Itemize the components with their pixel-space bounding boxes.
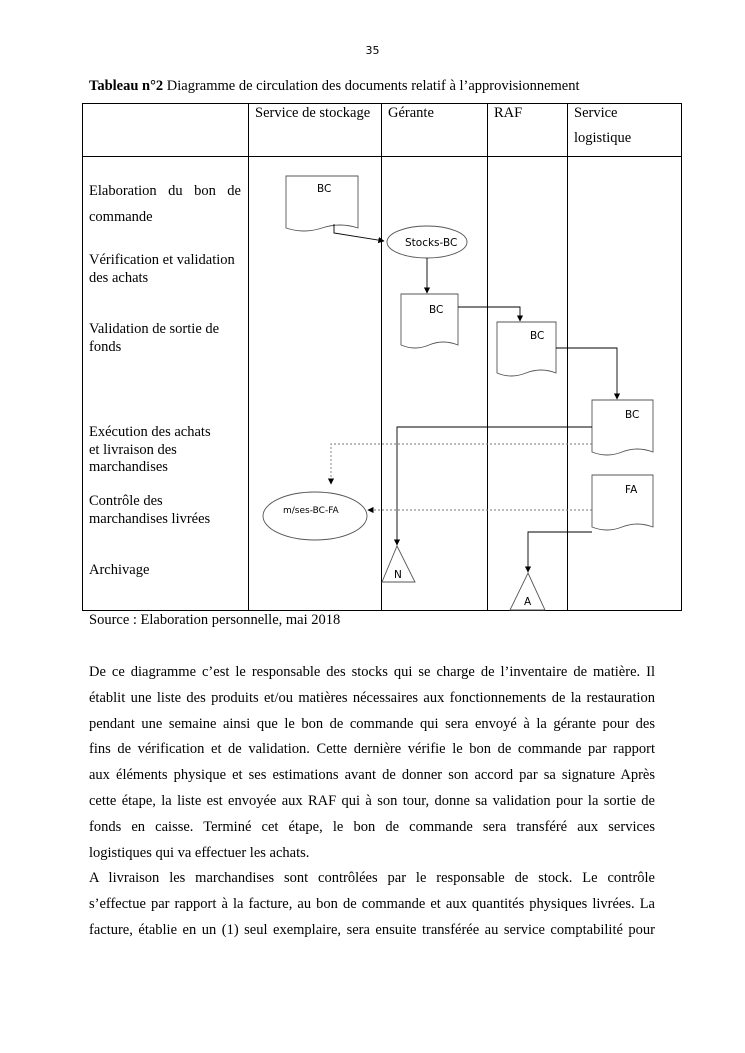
arrow-doc3-to-doc4 bbox=[556, 348, 617, 399]
row-label-controle-line1: Contrôle des bbox=[89, 493, 163, 509]
arrow-doc2-to-doc3 bbox=[458, 307, 520, 321]
paragraph-1-line-6: cette étape, la liste est envoyée aux RAF qui à son tour, donne sa validation pour la sortie de bbox=[89, 792, 655, 809]
row-label-execution-line2: et livraison des bbox=[89, 441, 177, 458]
row-label-execution-line3: marchandises bbox=[89, 459, 168, 475]
paragraph-2 bbox=[89, 866, 655, 943]
source-note: Source : Elaboration personnelle, mai 2018 bbox=[89, 612, 341, 628]
row-label-execution-line1: Exécution des achats bbox=[89, 424, 211, 440]
paragraph-1-line-4: fins de vérification et de validation. Cette dernière vérifie le bon de commande par rapport bbox=[89, 741, 655, 758]
paragraph-1-line-3: pendant une semaine ainsi que le bon de commande qui sera envoyé à la gérante pour des bbox=[89, 715, 655, 732]
row-label-controle-line2: marchandises livrées bbox=[89, 510, 211, 527]
row-label-archivage: Archivage bbox=[89, 562, 150, 578]
ellipse-mses-bc-fa-label: m/ses-BC-FA bbox=[283, 506, 339, 516]
paragraph-1-line-8: logistiques qui va effectuer les achats. bbox=[89, 844, 310, 861]
document-bc-raf bbox=[497, 322, 556, 376]
ellipse-mses-bc-fa bbox=[263, 492, 367, 540]
row-label-elaboration-line1: Elaboration du bon de bbox=[89, 183, 241, 199]
ellipse-stocks-bc-label: Stocks-BC bbox=[405, 237, 458, 249]
document-bc-gerante-label: BC bbox=[429, 304, 444, 316]
row-label-sortie-fonds-line2: fonds bbox=[89, 338, 122, 355]
caption-text: Diagramme de circulation des documents relatif à l’approvisionnement bbox=[163, 78, 580, 94]
caption-label: Tableau n°2 bbox=[89, 78, 164, 94]
document-bc-stockage-label: BC bbox=[317, 183, 332, 195]
col-header-raf: RAF bbox=[494, 105, 523, 121]
col-header-logistique-line1: Service bbox=[574, 105, 618, 121]
arrow-doc4-to-triangle-n bbox=[397, 427, 592, 545]
dashed-arrow-doc4-to-mses bbox=[331, 444, 592, 484]
row-label-elaboration-line2: commande bbox=[89, 209, 153, 225]
page-number: 35 bbox=[365, 44, 380, 57]
document-bc-logistique-label: BC bbox=[625, 409, 640, 421]
document-bc-raf-label: BC bbox=[530, 330, 545, 342]
row-label-verification-line2: des achats bbox=[89, 269, 149, 286]
paragraph-2-line-3: facture, établie en un (1) seul exemplaire, sera ensuite transférée au service comptabilité pour bbox=[89, 921, 655, 938]
document-fa-logistique bbox=[592, 475, 653, 530]
archive-triangle-n-label: N bbox=[394, 569, 402, 581]
document-bc-gerante bbox=[401, 294, 458, 348]
archive-triangle-a-label: A bbox=[524, 596, 532, 608]
row-label-verification-line1: Vérification et validation bbox=[89, 252, 235, 268]
document-bc-logistique bbox=[592, 400, 653, 455]
row-label-sortie-fonds-line1: Validation de sortie de bbox=[89, 321, 220, 337]
paragraph-1 bbox=[89, 660, 655, 866]
col-header-logistique-line2: logistique bbox=[574, 130, 632, 146]
paragraph-1-line-1: De ce diagramme c’est le responsable des stocks qui se charge de l’inventaire de matière. Il bbox=[89, 664, 655, 680]
paragraph-1-line-5: aux éléments physique et ses estimations avant de donner son accord par sa signature Après bbox=[89, 767, 655, 784]
paragraph-1-line-2: établit une liste des produits et/ou matières nécessaires aux fonctionnements de la restauration bbox=[89, 689, 655, 706]
paragraph-2-line-2: s’effectue par rapport à la facture, au bon de commande et aux quantités physiques livrées. La bbox=[89, 895, 655, 912]
paragraph-1-line-7: fonds en caisse. Terminé cet étape, le bon de commande sera transféré aux services bbox=[89, 818, 655, 835]
arrow-doc1-to-stocks-bc bbox=[334, 224, 384, 241]
paragraph-2-line-1: A livraison les marchandises sont contrôlées par le responsable de stock. Le contrôle bbox=[89, 870, 655, 886]
col-header-gerante: Gérante bbox=[388, 105, 434, 121]
col-header-stockage: Service de stockage bbox=[255, 105, 371, 121]
arrow-fa-to-triangle-a bbox=[528, 532, 592, 572]
document-fa-logistique-label: FA bbox=[625, 484, 638, 496]
